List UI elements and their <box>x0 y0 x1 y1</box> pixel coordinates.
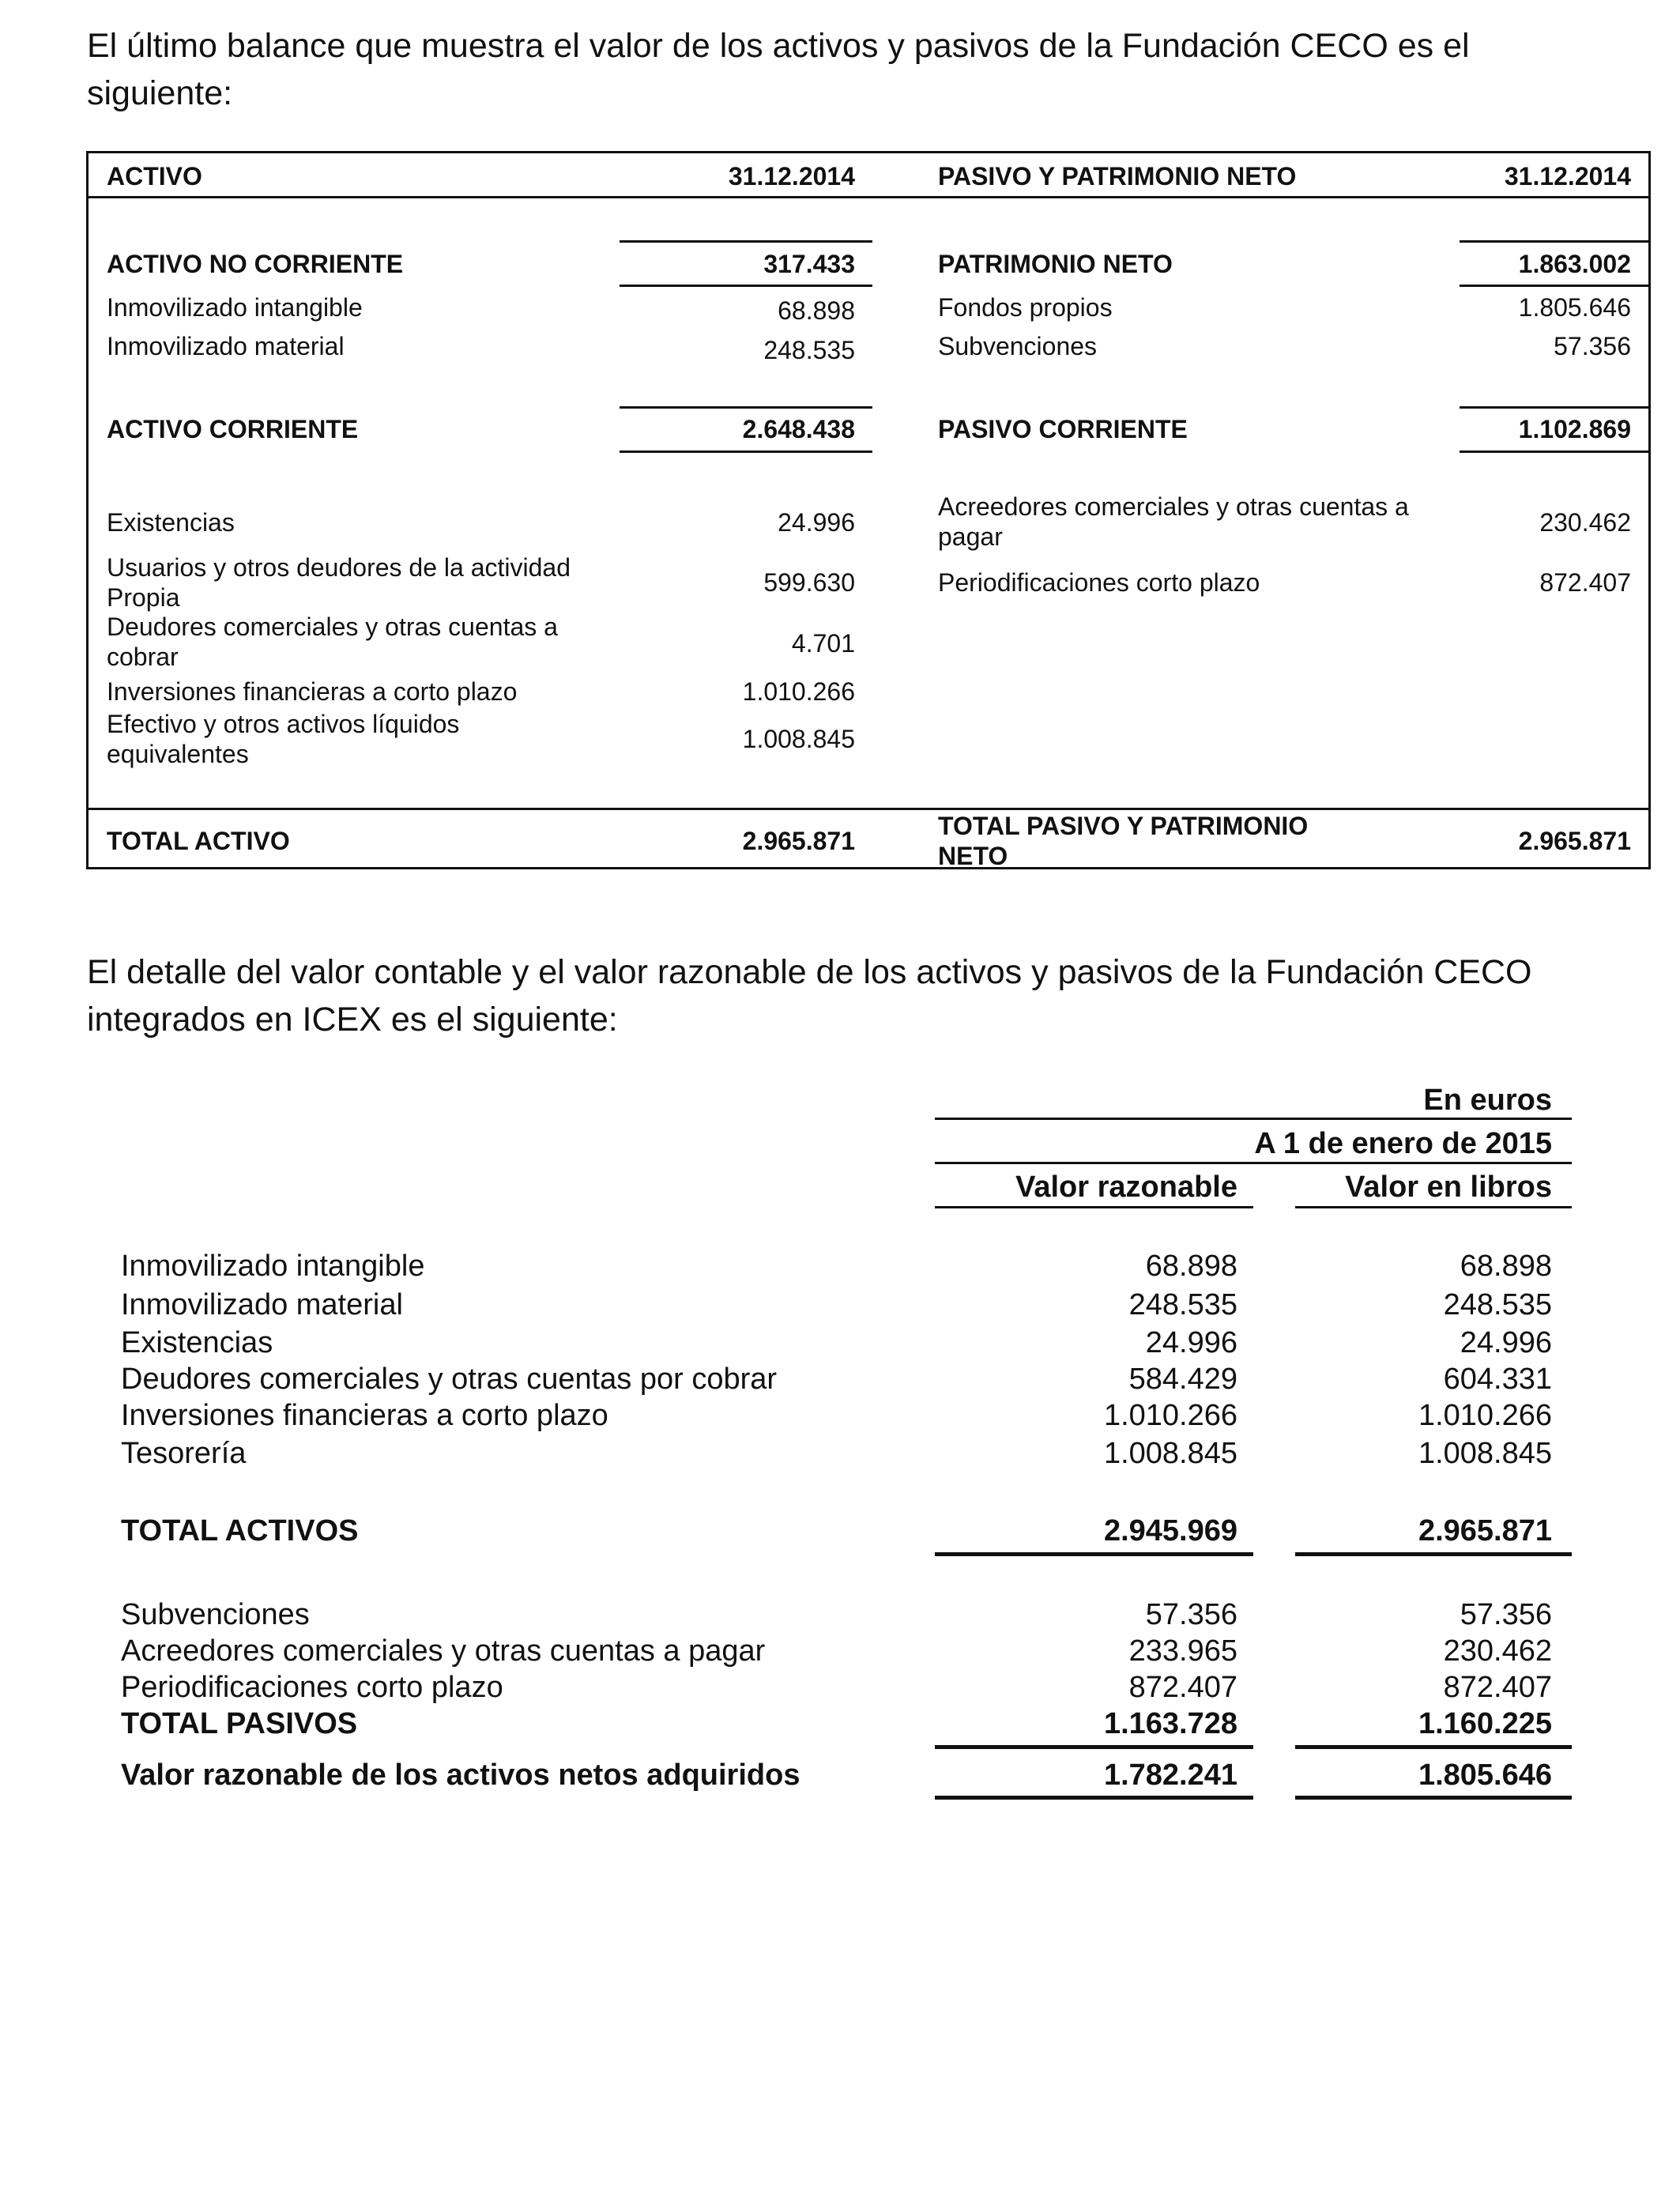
detail-row-label: Deudores comerciales y otras cuentas por cobrar <box>121 1363 778 1396</box>
intro-paragraph-detalle: El detalle del valor contable y el valor razonable de los activos y pasivos de la Fundación CECO integrados en ICEX es el siguiente: <box>87 953 1532 1039</box>
balance-row-value: 57.356 <box>1554 332 1631 360</box>
pasivo-corriente-value: 1.102.869 <box>1518 415 1631 443</box>
balance-row-value: 1.805.646 <box>1518 293 1631 322</box>
detail-row-label: Inmovilizado material <box>121 1288 403 1321</box>
total-activo-label: TOTAL ACTIVO <box>107 827 290 855</box>
balance-row-label: Existencias <box>107 508 235 537</box>
balance-row-value: 230.462 <box>1539 508 1631 537</box>
patrimonio-neto-label: PATRIMONIO NETO <box>938 250 1173 278</box>
detail-row-libros: 248.535 <box>1443 1288 1552 1321</box>
activo-no-corriente-value: 317.433 <box>763 250 855 278</box>
total-activo-value: 2.965.871 <box>742 827 855 855</box>
unit-label: En euros <box>1423 1084 1552 1117</box>
detail-row-libros: 24.996 <box>1460 1326 1552 1359</box>
balance-row-value: 68.898 <box>778 296 855 325</box>
subtotal-line <box>620 450 872 453</box>
header-pasivo: PASIVO Y PATRIMONIO NETO <box>938 162 1297 190</box>
total-rule <box>935 1745 1253 1749</box>
detail-row-razonable: 1.008.845 <box>1103 1437 1237 1470</box>
detail-row-label: Inversiones financieras a corto plazo <box>121 1399 608 1432</box>
balance-row-value: 599.630 <box>763 568 855 597</box>
detail-row-libros: 68.898 <box>1460 1250 1552 1283</box>
total-activos-libros: 2.965.871 <box>1418 1514 1552 1547</box>
total-rule <box>935 1796 1253 1800</box>
detail-row-libros: 230.462 <box>1443 1634 1552 1668</box>
detail-row-label: Tesorería <box>121 1437 247 1470</box>
balance-row-label: Inmovilizado intangible <box>107 293 363 322</box>
total-rule <box>1295 1745 1572 1749</box>
header-rule <box>1295 1206 1572 1208</box>
balance-row-value: 248.535 <box>763 336 855 364</box>
detail-row-razonable: 584.429 <box>1128 1363 1237 1396</box>
header-rule <box>935 1206 1253 1208</box>
detail-row-razonable: 248.535 <box>1128 1288 1237 1321</box>
detail-row-label: Existencias <box>121 1326 273 1359</box>
balance-row-label: Usuarios y otros deudores de la actividad Propia <box>107 553 571 612</box>
header-activo: ACTIVO <box>107 162 202 190</box>
col-valor-razonable: Valor razonable <box>1015 1171 1237 1204</box>
balance-row-label: Subvenciones <box>938 332 1098 360</box>
total-activos-razonable: 2.945.969 <box>1103 1514 1237 1547</box>
balance-row-label: Inmovilizado material <box>107 332 345 360</box>
patrimonio-neto-value: 1.863.002 <box>1518 250 1631 278</box>
detail-table <box>0 1083 1680 1826</box>
subtotal-line <box>620 406 872 409</box>
activos-netos-razonable: 1.782.241 <box>1103 1759 1237 1792</box>
total-pasivo-label: TOTAL PASIVO Y PATRIMONIO NETO <box>938 812 1309 870</box>
total-rule <box>1295 1552 1572 1556</box>
total-divider <box>89 808 1648 810</box>
balance-table <box>86 151 1651 869</box>
total-rule <box>935 1552 1253 1556</box>
total-pasivos-razonable: 1.163.728 <box>1103 1707 1237 1740</box>
header-rule <box>935 1162 1572 1164</box>
balance-row-value: 4.701 <box>791 629 855 658</box>
header-fecha-pasivo: 31.12.2014 <box>1504 162 1631 190</box>
subtotal-line <box>1460 450 1651 453</box>
pasivo-corriente-label: PASIVO CORRIENTE <box>938 415 1188 443</box>
header-fecha-activo: 31.12.2014 <box>728 162 855 190</box>
detail-row-label: Inmovilizado intangible <box>121 1250 425 1283</box>
total-activos-label: TOTAL ACTIVOS <box>121 1514 359 1547</box>
balance-row-value: 1.008.845 <box>742 725 855 753</box>
balance-row-value: 1.010.266 <box>742 677 855 706</box>
balance-row-value: 872.407 <box>1539 568 1631 597</box>
subtotal-line <box>1460 406 1651 409</box>
detail-row-libros: 57.356 <box>1460 1598 1552 1631</box>
balance-row-label: Acreedores comerciales y otras cuentas a pagar <box>938 492 1409 551</box>
detail-row-libros: 1.008.845 <box>1418 1437 1552 1470</box>
detail-row-libros: 1.010.266 <box>1418 1399 1552 1432</box>
balance-row-label: Periodificaciones corto plazo <box>938 568 1260 597</box>
detail-row-label: Subvenciones <box>121 1598 310 1631</box>
activo-no-corriente-label: ACTIVO NO CORRIENTE <box>107 250 404 278</box>
total-pasivos-label: TOTAL PASIVOS <box>121 1707 358 1740</box>
date-label: A 1 de enero de 2015 <box>1254 1127 1552 1160</box>
subtotal-line <box>1460 285 1651 287</box>
balance-row-label: Deudores comerciales y otras cuentas a cobrar <box>107 613 558 671</box>
intro-paragraph-balance: El último balance que muestra el valor de los activos y pasivos de la Fundación CECO es el siguiente: <box>87 27 1470 112</box>
balance-row-label: Inversiones financieras a corto plazo <box>107 677 518 706</box>
total-pasivo-value: 2.965.871 <box>1518 827 1631 855</box>
activos-netos-libros: 1.805.646 <box>1418 1759 1552 1792</box>
total-pasivos-libros: 1.160.225 <box>1418 1707 1552 1740</box>
activo-corriente-value: 2.648.438 <box>742 415 855 443</box>
header-rule <box>935 1118 1572 1120</box>
balance-row-label: Fondos propios <box>938 293 1113 322</box>
detail-row-razonable: 1.010.266 <box>1103 1399 1237 1432</box>
subtotal-line <box>620 285 872 287</box>
detail-row-label: Periodificaciones corto plazo <box>121 1671 503 1704</box>
detail-row-razonable: 57.356 <box>1145 1598 1237 1631</box>
balance-row-value: 24.996 <box>778 508 855 537</box>
subtotal-line <box>620 240 872 243</box>
detail-row-razonable: 68.898 <box>1145 1250 1237 1283</box>
header-divider <box>89 196 1648 198</box>
detail-row-razonable: 872.407 <box>1128 1671 1237 1704</box>
balance-row-label: Efectivo y otros activos líquidos equivalentes <box>107 710 460 768</box>
subtotal-line <box>1460 240 1651 243</box>
activo-corriente-label: ACTIVO CORRIENTE <box>107 415 359 443</box>
detail-row-libros: 604.331 <box>1443 1363 1552 1396</box>
detail-row-label: Acreedores comerciales y otras cuentas a pagar <box>121 1634 766 1668</box>
detail-row-libros: 872.407 <box>1443 1671 1552 1704</box>
col-valor-libros: Valor en libros <box>1345 1171 1552 1204</box>
total-rule <box>1295 1796 1572 1800</box>
detail-row-razonable: 24.996 <box>1145 1326 1237 1359</box>
activos-netos-label: Valor razonable de los activos netos adquiridos <box>121 1759 800 1792</box>
detail-row-razonable: 233.965 <box>1128 1634 1237 1668</box>
